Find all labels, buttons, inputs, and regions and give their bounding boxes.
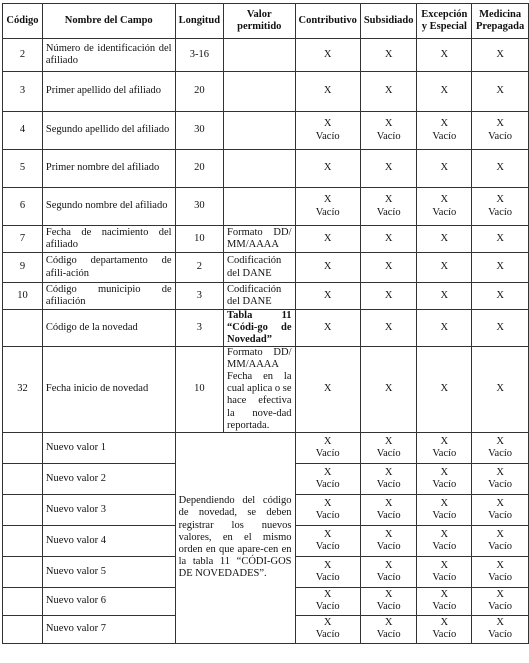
row-mark-subsid: X Vacío (360, 463, 417, 494)
row-mark-excep: X Vacío (417, 463, 472, 494)
header-excepcion: Excepción y Especial (417, 4, 472, 39)
row-mark-contrib: X Vacío (295, 432, 360, 463)
header-medicina: Medicina Prepagada (472, 4, 529, 39)
row-field-name: Código municipio de afiliación (42, 283, 175, 310)
header-name: Nombre del Campo (42, 4, 175, 39)
row-mark-medic: X (472, 72, 529, 112)
row-mark-subsid: X Vacío (360, 432, 417, 463)
row-mark-subsid: X Vacío (360, 556, 417, 587)
header-subsidiado: Subsidiado (360, 4, 417, 39)
row-mark-excep: X Vacío (417, 587, 472, 615)
row-mark-subsid: X Vacío (360, 615, 417, 643)
row-mark-medic: X (472, 310, 529, 347)
row-mark-medic: X (472, 226, 529, 253)
row-mark-excep: X Vacío (417, 112, 472, 150)
row-mark-medic: X Vacío (472, 463, 529, 494)
row-mark-subsid: X Vacío (360, 112, 417, 150)
row-field-name: Segundo apellido del afiliado (42, 112, 175, 150)
row-mark-contrib: X (295, 39, 360, 72)
row-allowed-value: Formato DD/ MM/AAAA (224, 226, 295, 253)
row-allowed-value: Tabla 11 “Códi-go de Novedad” (224, 310, 295, 347)
row-mark-excep: X Vacío (417, 494, 472, 525)
row-mark-subsid: X Vacío (360, 525, 417, 556)
row-mark-contrib: X Vacío (295, 587, 360, 615)
row-length: 3-16 (175, 39, 223, 72)
row-mark-medic: X Vacío (472, 556, 529, 587)
row-mark-medic: X Vacío (472, 188, 529, 226)
table-row (3, 283, 529, 310)
row-code: 3 (3, 72, 43, 112)
row-field-name: Número de identificación del afiliado (42, 39, 175, 72)
row-mark-medic: X Vacío (472, 615, 529, 643)
row-field-name: Nuevo valor 5 (42, 556, 175, 587)
new-values-note: Dependiendo del código de novedad, se deben registrar los nuevos valores, en el mismo orden en que apare-cen en la tabla 11 “CÓDI-GOS DE NOVEDADES”. (175, 432, 295, 643)
table-body (3, 39, 529, 644)
header-row (3, 4, 529, 39)
row-mark-contrib: X (295, 283, 360, 310)
row-code (3, 556, 43, 587)
row-mark-excep: X (417, 226, 472, 253)
row-mark-medic: X (472, 347, 529, 432)
row-length: 30 (175, 188, 223, 226)
row-code: 6 (3, 188, 43, 226)
header-allowed: Valor permitido (224, 4, 295, 39)
row-mark-contrib: X (295, 253, 360, 283)
header-length: Longitud (175, 4, 223, 39)
row-mark-subsid: X (360, 283, 417, 310)
row-mark-contrib: X (295, 226, 360, 253)
row-code: 5 (3, 150, 43, 188)
row-length: 3 (175, 283, 223, 310)
row-mark-subsid: X (360, 253, 417, 283)
row-allowed-value: Codificación del DANE (224, 283, 295, 310)
fields-table (2, 3, 529, 644)
row-mark-excep: X Vacío (417, 615, 472, 643)
row-mark-subsid: X (360, 150, 417, 188)
row-field-name: Primer apellido del afiliado (42, 72, 175, 112)
row-length: 2 (175, 253, 223, 283)
row-length: 30 (175, 112, 223, 150)
row-mark-medic: X (472, 150, 529, 188)
row-code (3, 615, 43, 643)
row-mark-excep: X (417, 283, 472, 310)
row-code (3, 432, 43, 463)
row-mark-subsid: X (360, 347, 417, 432)
table-row (3, 310, 529, 347)
row-allowed-value: Codificación del DANE (224, 253, 295, 283)
row-mark-excep: X Vacío (417, 525, 472, 556)
row-field-name: Nuevo valor 2 (42, 463, 175, 494)
table-row (3, 39, 529, 72)
row-code (3, 494, 43, 525)
row-field-name: Fecha de nacimiento del afiliado (42, 226, 175, 253)
header-code: Código (3, 4, 43, 39)
row-mark-contrib: X (295, 347, 360, 432)
row-allowed-value (224, 150, 295, 188)
row-mark-excep: X Vacío (417, 556, 472, 587)
row-mark-excep: X (417, 72, 472, 112)
row-mark-subsid: X (360, 39, 417, 72)
row-field-name: Nuevo valor 3 (42, 494, 175, 525)
row-field-name: Nuevo valor 4 (42, 525, 175, 556)
row-mark-contrib: X Vacío (295, 525, 360, 556)
table-row (3, 432, 529, 463)
row-code: 9 (3, 253, 43, 283)
row-mark-excep: X (417, 310, 472, 347)
row-mark-subsid: X (360, 226, 417, 253)
row-code: 7 (3, 226, 43, 253)
table-row (3, 112, 529, 150)
table-row (3, 72, 529, 112)
row-mark-contrib: X (295, 72, 360, 112)
row-code (3, 525, 43, 556)
row-field-name: Código de la novedad (42, 310, 175, 347)
header-contributivo: Contributivo (295, 4, 360, 39)
row-mark-medic: X Vacío (472, 525, 529, 556)
row-allowed-value (224, 188, 295, 226)
row-mark-contrib: X (295, 150, 360, 188)
row-mark-contrib: X Vacío (295, 615, 360, 643)
row-length: 3 (175, 310, 223, 347)
row-field-name: Nuevo valor 6 (42, 587, 175, 615)
row-mark-contrib: X Vacío (295, 463, 360, 494)
row-allowed-value (224, 72, 295, 112)
row-allowed-value (224, 39, 295, 72)
row-code: 2 (3, 39, 43, 72)
row-mark-subsid: X (360, 310, 417, 347)
row-field-name: Segundo nombre del afiliado (42, 188, 175, 226)
row-mark-medic: X Vacío (472, 112, 529, 150)
row-field-name: Fecha inicio de novedad (42, 347, 175, 432)
row-mark-excep: X (417, 347, 472, 432)
row-mark-excep: X (417, 39, 472, 72)
table-row (3, 226, 529, 253)
row-length: 10 (175, 347, 223, 432)
table-row (3, 253, 529, 283)
row-field-name: Nuevo valor 7 (42, 615, 175, 643)
row-mark-excep: X (417, 150, 472, 188)
row-mark-subsid: X Vacío (360, 494, 417, 525)
row-mark-contrib: X Vacío (295, 188, 360, 226)
row-mark-medic: X (472, 283, 529, 310)
table-row (3, 188, 529, 226)
row-mark-subsid: X Vacío (360, 188, 417, 226)
row-mark-medic: X Vacío (472, 587, 529, 615)
row-mark-contrib: X Vacío (295, 112, 360, 150)
row-mark-medic: X Vacío (472, 432, 529, 463)
row-mark-subsid: X (360, 72, 417, 112)
row-mark-medic: X (472, 39, 529, 72)
row-code (3, 463, 43, 494)
row-length: 10 (175, 226, 223, 253)
row-field-name: Nuevo valor 1 (42, 432, 175, 463)
row-field-name: Primer nombre del afiliado (42, 150, 175, 188)
row-allowed-value: Formato DD/ MM/AAAA Fecha en la cual aplica o se hace efectiva la nove-dad reportada. (224, 347, 295, 432)
row-mark-excep: X Vacío (417, 432, 472, 463)
row-mark-medic: X Vacío (472, 494, 529, 525)
row-mark-medic: X (472, 253, 529, 283)
row-mark-contrib: X Vacío (295, 494, 360, 525)
row-mark-contrib: X Vacío (295, 556, 360, 587)
row-code (3, 587, 43, 615)
row-code: 4 (3, 112, 43, 150)
row-code: 10 (3, 283, 43, 310)
table-row (3, 347, 529, 432)
row-code: 32 (3, 347, 43, 432)
row-mark-subsid: X Vacío (360, 587, 417, 615)
row-allowed-value (224, 112, 295, 150)
row-mark-excep: X (417, 253, 472, 283)
row-field-name: Código departamento de afili-ación (42, 253, 175, 283)
table-row (3, 150, 529, 188)
row-mark-excep: X Vacío (417, 188, 472, 226)
row-mark-contrib: X (295, 310, 360, 347)
row-length: 20 (175, 150, 223, 188)
row-code (3, 310, 43, 347)
row-length: 20 (175, 72, 223, 112)
